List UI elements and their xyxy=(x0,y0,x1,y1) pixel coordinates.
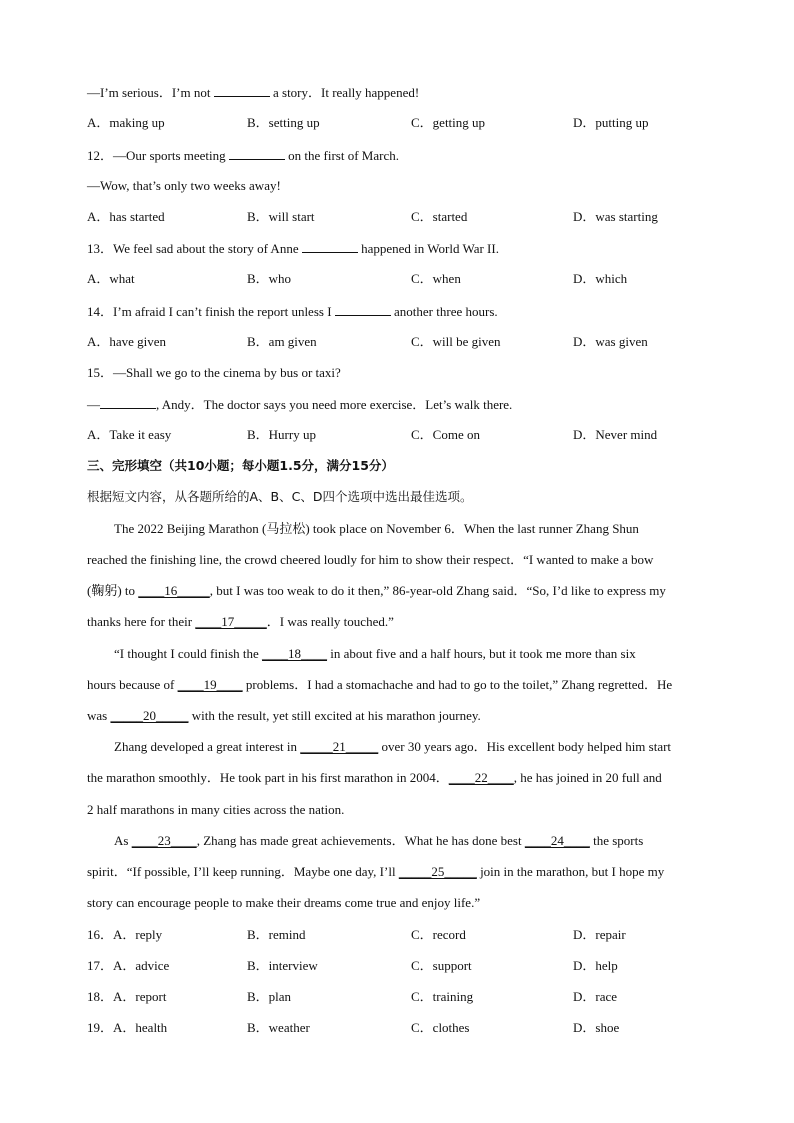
option-d: D．which xyxy=(573,271,628,286)
cloze-blank-22: ____22____ xyxy=(448,770,514,785)
passage-line: the marathon smoothly．He took part in his first marathon in 2004．____22____, he has joined in 20 full and xyxy=(87,770,662,785)
q12-reply: —Wow, that’s only two weeks away! xyxy=(87,178,281,193)
passage-line: story can encourage people to make their dreams come true and enjoy life.” xyxy=(87,895,481,910)
section-instruction: 根据短文内容，从各题所给的A、B、C、D四个选项中选出最佳选项。 xyxy=(87,489,473,504)
option-b: B．Hurry up xyxy=(247,427,316,442)
passage-line: reached the finishing line, the crowd cheered loudly for him to show their respect．“I wanted to make a bow xyxy=(87,552,654,567)
passage-line: Zhang developed a great interest in _____21_____ over 30 years ago．His excellent body helped him start xyxy=(114,739,672,754)
option-a: A．health xyxy=(113,1020,168,1035)
cloze-blank-16: ____16_____ xyxy=(138,583,210,598)
option-b: B．will start xyxy=(247,209,315,224)
option-d: D．repair xyxy=(573,927,626,942)
q15-stem: 15．—Shall we go to the cinema by bus or taxi? xyxy=(87,365,341,380)
cloze-blank-18: ____18____ xyxy=(262,646,328,661)
option-d: D．Never mind xyxy=(573,427,658,442)
passage-line: The 2022 Beijing Marathon (马拉松) took place on November 6．When the last runner Zhang Shun xyxy=(114,521,639,536)
option-d: D．putting up xyxy=(573,115,649,130)
option-b: B．setting up xyxy=(247,115,320,130)
option-d: D．help xyxy=(573,958,618,973)
cloze-blank-24: ____24____ xyxy=(524,833,590,848)
cloze-blank-23: ____23____ xyxy=(131,833,197,848)
option-c: C．clothes xyxy=(411,1020,470,1035)
question-number: 18．A．report xyxy=(87,989,167,1004)
passage-line: 2 half marathons in many cities across the nation. xyxy=(87,802,345,817)
option-b: B．am given xyxy=(247,334,317,349)
passage-line: was _____20_____ with the result, yet still excited at his marathon journey. xyxy=(87,708,481,723)
answer-blank xyxy=(302,240,358,253)
question-number: 16．A．reply xyxy=(87,927,163,942)
q12-stem: 12．—Our sports meeting on the first of March. xyxy=(87,148,399,163)
question-number: 17．A．advice xyxy=(87,958,170,973)
option-a: A．reply xyxy=(113,927,163,942)
answer-blank xyxy=(100,396,156,409)
option-b: B．plan xyxy=(247,989,292,1004)
option-d: D．race xyxy=(573,989,618,1004)
option-c: C．training xyxy=(411,989,474,1004)
option-c: C．record xyxy=(411,927,466,942)
option-a: A．have given xyxy=(87,334,167,349)
option-a: A．advice xyxy=(113,958,170,973)
option-a: A．has started xyxy=(87,209,165,224)
passage-line: thanks here for their ____17_____．I was really touched.” xyxy=(87,614,394,629)
passage-line: As ____23____, Zhang has made great achievements．What he has done best ____24____ the sports xyxy=(114,833,644,848)
section-title: 三、完形填空（共10小题；每小题1.5分，满分15分） xyxy=(87,458,394,473)
option-d: D．was given xyxy=(573,334,648,349)
cloze-blank-25: _____25_____ xyxy=(398,864,477,879)
option-b: B．interview xyxy=(247,958,318,973)
passage-line: hours because of ____19____ problems．I had a stomachache and had to go to the toilet,” Zhang regretted．He xyxy=(87,677,673,692)
option-a: A．report xyxy=(113,989,167,1004)
option-b: B．remind xyxy=(247,927,306,942)
option-b: B．weather xyxy=(247,1020,310,1035)
q14-stem: 14．I’m afraid I can’t finish the report unless I another three hours. xyxy=(87,304,498,319)
answer-blank xyxy=(335,303,391,316)
option-d: D．shoe xyxy=(573,1020,620,1035)
passage-line: (鞠躬) to ____16_____, but I was too weak to do it then,” 86-year-old Zhang said．“So, I’d like to express my xyxy=(87,583,666,598)
q11-stem: —I’m serious．I’m not a story．It really happened! xyxy=(87,85,420,100)
option-c: C．started xyxy=(411,209,468,224)
option-c: C．will be given xyxy=(411,334,501,349)
option-b: B．who xyxy=(247,271,292,286)
passage-line: “I thought I could finish the ____18____ in about five and a half hours, but it took me more than six xyxy=(114,646,636,661)
option-a: A．what xyxy=(87,271,135,286)
cloze-blank-20: _____20_____ xyxy=(110,708,189,723)
q15-reply: — , Andy．The doctor says you need more exercise．Let’s walk there. xyxy=(87,397,513,412)
option-c: C．support xyxy=(411,958,472,973)
q13-stem: 13．We feel sad about the story of Anne happened in World War II. xyxy=(87,241,499,256)
option-c: C．Come on xyxy=(411,427,480,442)
cloze-blank-17: ____17_____ xyxy=(195,614,267,629)
option-c: C．getting up xyxy=(411,115,486,130)
cloze-blank-21: _____21_____ xyxy=(300,739,379,754)
cloze-blank-19: ____19____ xyxy=(177,677,243,692)
option-a: A．making up xyxy=(87,115,165,130)
option-a: A．Take it easy xyxy=(87,427,172,442)
option-c: C．when xyxy=(411,271,461,286)
option-d: D．was starting xyxy=(573,209,658,224)
passage-line: spirit．“If possible, I’ll keep running．Maybe one day, I’ll _____25_____ join in the marathon, but I hope my xyxy=(87,864,665,879)
answer-blank xyxy=(229,147,285,160)
question-number: 19．A．health xyxy=(87,1020,168,1035)
answer-blank xyxy=(214,84,270,97)
